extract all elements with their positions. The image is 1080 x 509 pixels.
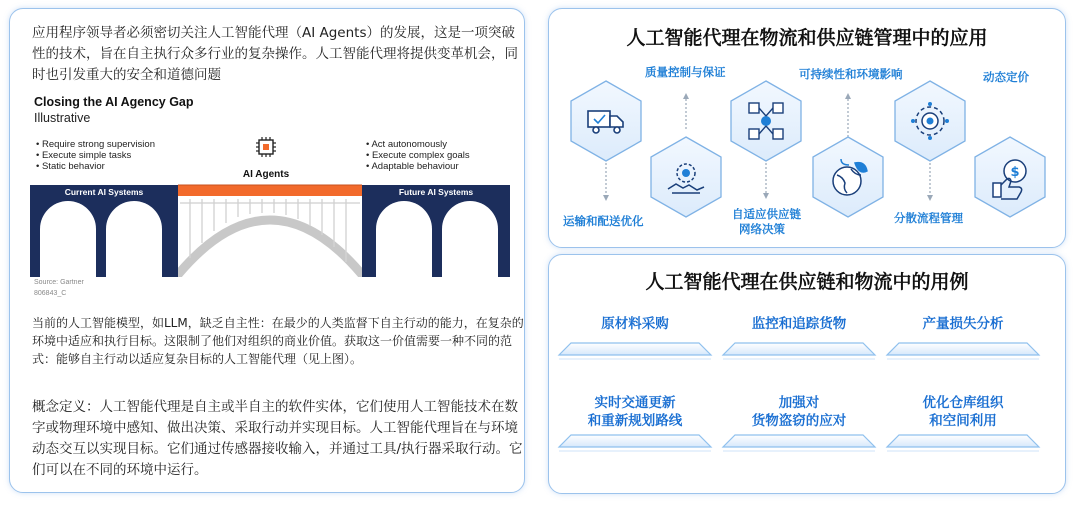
bullet: • Require strong supervision [36, 139, 155, 150]
use-case-line: 加强对 [778, 395, 820, 411]
current-ai-label: Current AI Systems [64, 187, 144, 197]
use-case-traffic-rerouting [559, 394, 711, 430]
label-quality-control: 质量控制与保证 [645, 65, 726, 79]
use-case-line: 监控和追踪货物 [751, 316, 847, 332]
label-distributed-process: 分散流程管理 [894, 211, 963, 225]
definition-paragraph: 概念定义：人工智能代理是自主或半自主的软件实体，它们使用人工智能技术在数字或物理环境中感知、做出决策、采取行动并实现目标。人工智能代理旨在与环境动态交互以实现目标。它们通过传感器接收输入，并通过工具/执行器采取行动。它们可以在不同的环境中运行。 [32, 399, 523, 478]
applications-diagram [549, 9, 1065, 247]
future-ai-label: Future AI Systems [398, 187, 474, 197]
left-panel [9, 8, 525, 493]
use-cases-title: 人工智能代理在供应链和物流中的用例 [645, 271, 969, 293]
use-case-theft-response [723, 394, 875, 430]
current-ai-paragraph: 当前的人工智能模型，如LLM，缺乏自主性：在最少的人类监督下自主行动的能力，在复杂的环境中适应和执行目标。这限制了他们对组织的商业价值。获取这一价值需要一种不同的范式：能够自主行动以适应复杂目标的人工智能代理（见上图）。 [32, 316, 524, 366]
bullet: • Execute simple tasks [36, 150, 155, 161]
label-transport-optimization: 运输和配送优化 [563, 214, 644, 228]
svg-text:$: $ [1010, 165, 1020, 180]
intro-paragraph: 应用程序领导者必须密切关注人工智能代理（AI Agents）的发展，这是一项突破性的技术，旨在自主执行众多行业的复杂操作。人工智能代理将提供变革机会，同时也引发重大的安全和道德问题 [32, 25, 518, 83]
label-dynamic-pricing: 动态定价 [983, 70, 1029, 84]
figure-title: Closing the AI Agency Gap [34, 95, 194, 109]
label-network-decision: 网络决策 [739, 222, 785, 236]
use-case-warehouse-optimization [887, 394, 1039, 430]
bullet: • Execute complex goals [366, 150, 470, 161]
use-case-line: 实时交通更新 [594, 395, 676, 411]
bullet: • Act autonomously [366, 139, 470, 150]
use-case-line: 原材料采购 [601, 316, 669, 332]
chip-icon [256, 137, 276, 157]
bullet: • Static behavior [36, 161, 155, 172]
use-case-track-goods [723, 315, 875, 333]
applications-panel [548, 8, 1066, 248]
figure-subtitle: Illustrative [34, 111, 91, 125]
bridge-illustration [30, 127, 510, 277]
use-cases-panel [548, 254, 1066, 494]
figure-source: Source: Gartner [34, 279, 84, 286]
use-case-platforms [549, 255, 1065, 493]
label-adaptive-supply-chain: 自适应供应链 [732, 207, 801, 221]
use-case-line: 货物盗窃的应对 [751, 413, 847, 429]
use-case-raw-materials [559, 315, 711, 333]
use-case-yield-loss [887, 315, 1039, 333]
label-sustainability: 可持续性和环境影响 [799, 67, 903, 81]
use-case-line: 优化仓库组织 [922, 395, 1004, 411]
use-case-line: 和重新规划路线 [587, 413, 683, 429]
ai-agents-label: AI Agents [242, 169, 290, 180]
bullet: • Adaptable behaviour [366, 161, 470, 172]
use-case-line: 和空间利用 [929, 413, 997, 429]
figure-code: 806843_C [34, 290, 67, 297]
use-case-line: 产量损失分析 [922, 316, 1004, 332]
applications-title: 人工智能代理在物流和供应链管理中的应用 [626, 27, 988, 49]
